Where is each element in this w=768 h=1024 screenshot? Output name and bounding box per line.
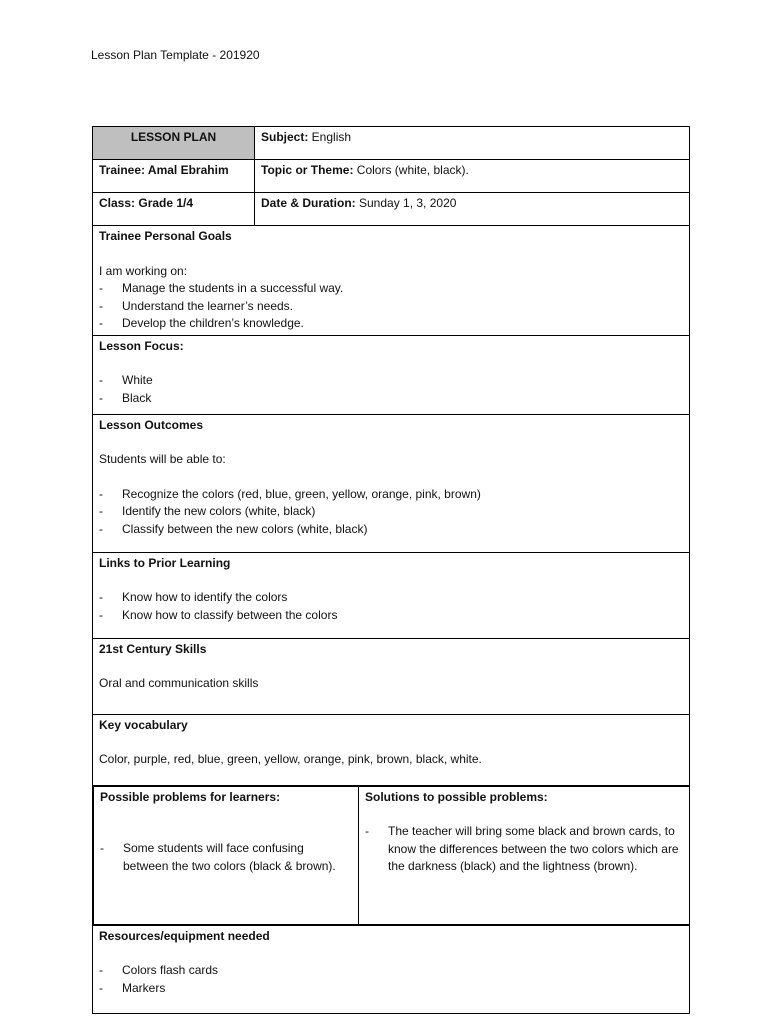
date-cell <box>255 193 690 226</box>
subject-cell <box>255 127 690 160</box>
class-label: Class: <box>99 196 136 210</box>
row-outcomes <box>93 414 690 552</box>
row-problems-solutions <box>93 785 690 925</box>
outcomes-cell <box>93 414 690 552</box>
skills-heading: 21st Century Skills <box>99 641 207 656</box>
row-focus <box>93 335 690 414</box>
skills-cell <box>93 638 690 714</box>
row-vocab <box>93 714 690 785</box>
topic-value: Colors (white, black). <box>353 163 469 177</box>
resources-list <box>99 962 683 997</box>
vocab-heading: Key vocabulary <box>99 717 188 732</box>
list-item: - Know how to identify the colors <box>99 589 683 607</box>
topic-cell <box>255 160 690 193</box>
goals-list <box>99 280 683 333</box>
outcomes-heading: Lesson Outcomes <box>99 417 204 432</box>
list-item: - Markers <box>99 980 683 998</box>
class-cell <box>93 193 255 226</box>
solutions-heading: Solutions to possible problems: <box>365 789 548 804</box>
vocab-text: Color, purple, red, blue, green, yellow, orange, pink, brown, black, white. <box>99 752 482 766</box>
trainee-label: Trainee: <box>99 163 146 177</box>
focus-cell <box>93 335 690 414</box>
list-item: - White <box>99 372 683 390</box>
list-item: - Recognize the colors (red, blue, green, yellow, orange, pink, brown) <box>99 486 683 504</box>
goals-heading: Trainee Personal Goals <box>99 229 232 243</box>
list-item: - Some students will face confusing between the two colors (black & brown). <box>100 840 352 875</box>
list-item: - Understand the learner’s needs. <box>99 298 683 316</box>
problems-list <box>100 840 352 875</box>
row-skills <box>93 638 690 714</box>
lesson-plan-table <box>92 126 690 1014</box>
prior-heading: Links to Prior Learning <box>99 555 231 570</box>
prior-cell <box>93 552 690 638</box>
lesson-plan-title-cell <box>93 127 255 160</box>
list-item: - Develop the children’s knowledge. <box>99 315 683 333</box>
focus-heading: Lesson Focus: <box>99 338 184 353</box>
vocab-cell <box>93 714 690 785</box>
topic-label: Topic or Theme: <box>261 163 354 177</box>
document-header: Lesson Plan Template - 201920 <box>91 48 260 62</box>
solutions-cell <box>359 786 690 924</box>
resources-heading: Resources/equipment needed <box>99 928 270 943</box>
trainee-cell <box>93 160 255 193</box>
problems-heading: Possible problems for learners: <box>100 789 281 804</box>
goals-intro: I am working on: <box>99 263 188 278</box>
focus-list <box>99 372 683 407</box>
row-prior <box>93 552 690 638</box>
class-value: Grade 1/4 <box>135 196 194 210</box>
subject-label: Subject: <box>261 130 309 144</box>
list-item: - Identify the new colors (white, black) <box>99 503 683 521</box>
row-title <box>93 127 690 160</box>
list-item: - Classify between the new colors (white, black) <box>99 521 683 539</box>
outcomes-intro: Students will be able to: <box>99 452 226 466</box>
solutions-list <box>365 823 684 876</box>
date-value: Sunday 1, 3, 2020 <box>355 196 457 210</box>
resources-cell <box>93 925 690 1013</box>
date-label: Date & Duration: <box>261 196 356 210</box>
row-resources <box>93 925 690 1013</box>
row-trainee <box>93 160 690 193</box>
row-class <box>93 193 690 226</box>
list-item: - Know how to classify between the colors <box>99 607 683 625</box>
list-item: - The teacher will bring some black and brown cards, to know the differences between the two colors which are the darkness (black) and the lightness (brown). <box>365 823 684 876</box>
list-item: - Colors flash cards <box>99 962 683 980</box>
list-item: - Manage the students in a successful way. <box>99 280 683 298</box>
skills-text: Oral and communication skills <box>99 676 259 690</box>
row-goals <box>93 226 690 336</box>
goals-cell <box>93 226 690 336</box>
outcomes-list <box>99 486 683 539</box>
problems-solutions-cell <box>93 785 690 925</box>
subject-value: English <box>308 130 352 144</box>
prior-list <box>99 589 683 624</box>
problems-cell <box>94 786 359 924</box>
lesson-plan-title: LESSON PLAN <box>130 130 217 144</box>
list-item: - Black <box>99 390 683 408</box>
trainee-value: Amal Ebrahim <box>145 163 229 177</box>
problems-solutions-table <box>93 786 690 925</box>
